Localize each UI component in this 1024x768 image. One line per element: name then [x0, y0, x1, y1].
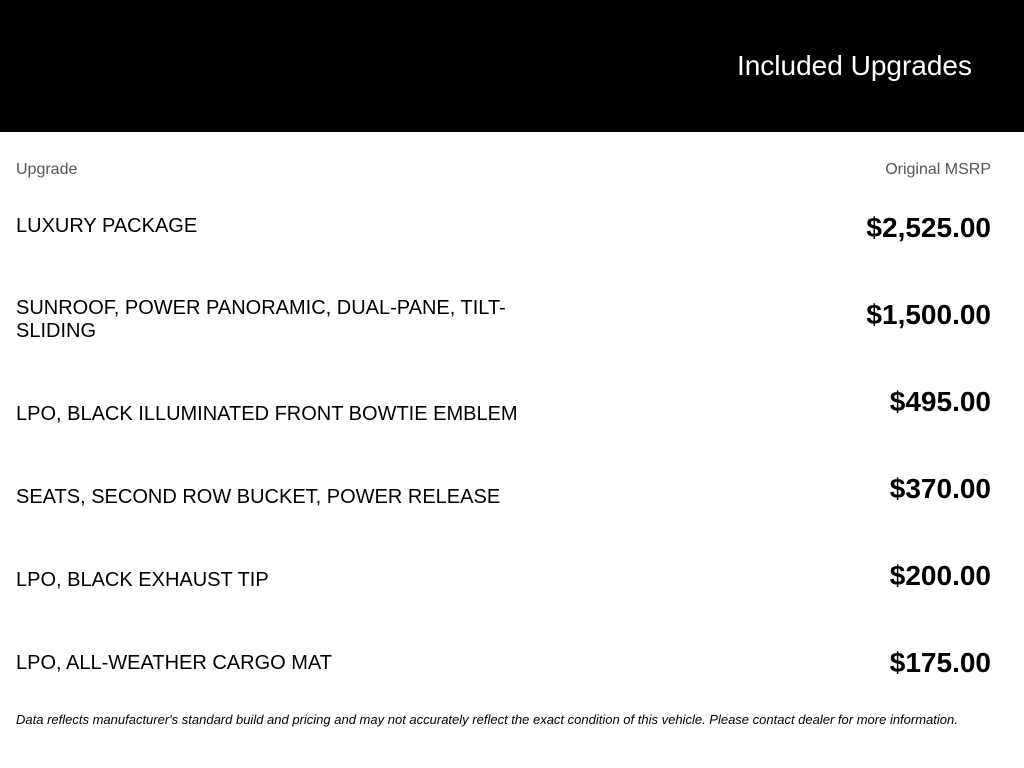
page-title: Included Upgrades — [736, 50, 972, 81]
disclaimer-footnote: Data reflects manufacturer's standard build and pricing and may not accurately reflect the exact condition of this vehicle. Please contact dealer for more information. — [16, 712, 958, 727]
column-headers — [16, 161, 991, 181]
list-item — [16, 456, 991, 543]
header-bar — [0, 0, 1024, 132]
upgrade-price: $495.00 — [889, 386, 991, 417]
column-header-msrp: Original MSRP — [885, 161, 991, 178]
list-item — [16, 630, 991, 717]
column-header-upgrade: Upgrade — [16, 161, 78, 178]
upgrade-name: SUNROOF, POWER PANORAMIC, DUAL-PANE, TILT-SLIDING — [16, 297, 506, 342]
upgrades-list — [16, 195, 991, 717]
upgrade-name: SEATS, SECOND ROW BUCKET, POWER RELEASE — [16, 486, 501, 508]
upgrade-price: $370.00 — [889, 473, 991, 504]
upgrade-price: $175.00 — [889, 647, 991, 678]
list-item — [16, 369, 991, 456]
list-item — [16, 282, 991, 369]
list-item — [16, 543, 991, 630]
upgrade-price: $1,500.00 — [866, 299, 991, 330]
upgrade-name: LUXURY PACKAGE — [16, 215, 198, 237]
upgrade-name: LPO, ALL-WEATHER CARGO MAT — [16, 652, 332, 674]
upgrade-name: LPO, BLACK EXHAUST TIP — [16, 569, 269, 591]
list-item — [16, 195, 991, 282]
upgrade-name: LPO, BLACK ILLUMINATED FRONT BOWTIE EMBLEM — [16, 403, 518, 425]
upgrade-price: $200.00 — [889, 560, 991, 591]
upgrade-price: $2,525.00 — [866, 212, 991, 243]
